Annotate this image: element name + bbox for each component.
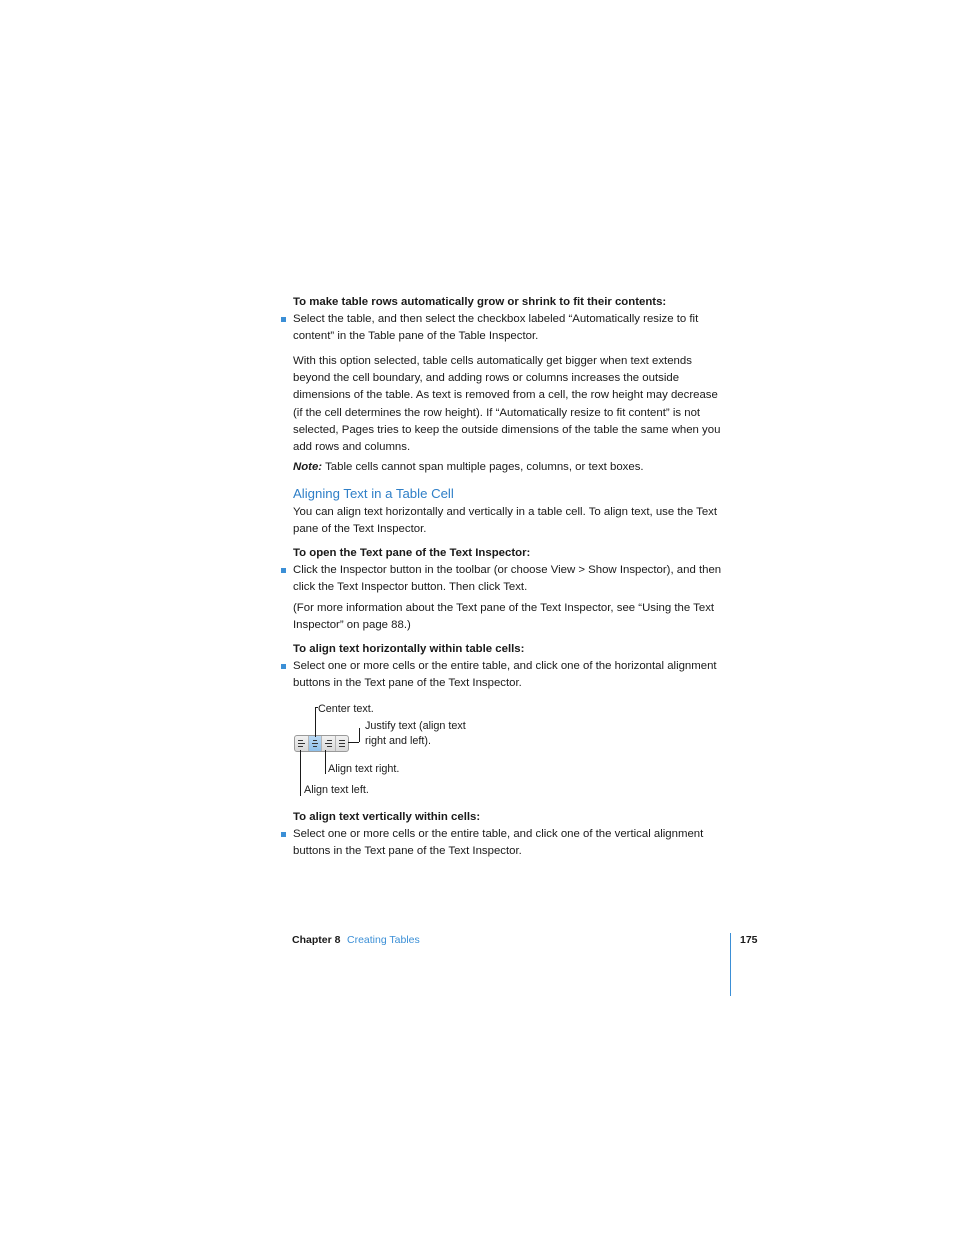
callout-justify-text: Justify text (align text right and left). xyxy=(365,720,466,747)
procedure-heading-auto-resize: To make table rows automatically grow or shrink to fit their contents: xyxy=(293,296,667,308)
procedure-heading-vertical-align: To align text vertically within cells: xyxy=(293,811,481,823)
note-text: Table cells cannot span multiple pages, columns, or text boxes. xyxy=(325,461,644,473)
align-center-button[interactable] xyxy=(309,736,323,751)
page-number: 175 xyxy=(740,934,758,946)
callout-align-left: Align text left. xyxy=(304,784,369,796)
horizontal-alignment-buttons xyxy=(294,735,349,752)
justify-button[interactable] xyxy=(336,736,349,751)
leader-line-left xyxy=(300,750,301,796)
footer-divider xyxy=(730,933,731,996)
leader-line-justify xyxy=(359,728,360,742)
bullet-text-horizontal-align: Select one or more cells or the entire table, and click one of the horizontal alignment buttons in the Text pane of the Text Inspector. xyxy=(293,660,717,690)
callout-align-right: Align text right. xyxy=(328,763,400,775)
section-intro: You can align text horizontally and vertically in a table cell. To align text, use the Text pane of the Text Inspector. xyxy=(293,506,718,536)
align-left-button[interactable] xyxy=(295,736,309,751)
callout-center-text: Center text. xyxy=(318,703,374,715)
bullet-text-vertical-align: Select one or more cells or the entire table, and click one of the vertical alignment buttons in the Text pane of the Text Inspector. xyxy=(293,828,704,858)
note-label: Note: xyxy=(293,461,323,473)
leader-line-center-tick xyxy=(315,707,318,708)
footer-chapter-title: Creating Tables xyxy=(347,934,420,946)
leader-line-right xyxy=(325,750,326,774)
leader-line-center xyxy=(315,707,316,737)
footer-chapter-number: Chapter 8 xyxy=(292,934,341,946)
paragraph-more-info: (For more information about the Text pane of the Text Inspector, see “Using the Text Inspector” on page 88.) xyxy=(293,602,715,632)
procedure-heading-horizontal-align: To align text horizontally within table cells: xyxy=(293,643,525,655)
note xyxy=(293,459,733,476)
leader-line-justify-horizontal xyxy=(348,742,359,743)
bullet-marker xyxy=(281,317,286,322)
section-title: Aligning Text in a Table Cell xyxy=(293,486,454,501)
bullet-marker xyxy=(281,568,286,573)
paragraph-auto-resize-explanation: With this option selected, table cells automatically get bigger when text extends beyond the cell boundary, and adding rows or columns increases the outside dimensions of the table. As text is removed from a cell, the row height may decrease (if the cell determines the row height). If “Automatically resize to fit content” is not selected, Pages tries to keep the outside dimensions of the table the same when you add rows and columns. xyxy=(293,355,721,454)
bullet-marker xyxy=(281,664,286,669)
bullet-marker xyxy=(281,832,286,837)
bullet-text-auto-resize: Select the table, and then select the checkbox labeled “Automatically resize to fit content” in the Table pane of the Table Inspector. xyxy=(293,313,699,343)
align-right-button[interactable] xyxy=(322,736,336,751)
procedure-heading-open-text-pane: To open the Text pane of the Text Inspector: xyxy=(293,547,531,559)
bullet-text-open-inspector: Click the Inspector button in the toolbar (or choose View > Show Inspector), and then click the Text Inspector button. Then click Text. xyxy=(293,564,722,594)
